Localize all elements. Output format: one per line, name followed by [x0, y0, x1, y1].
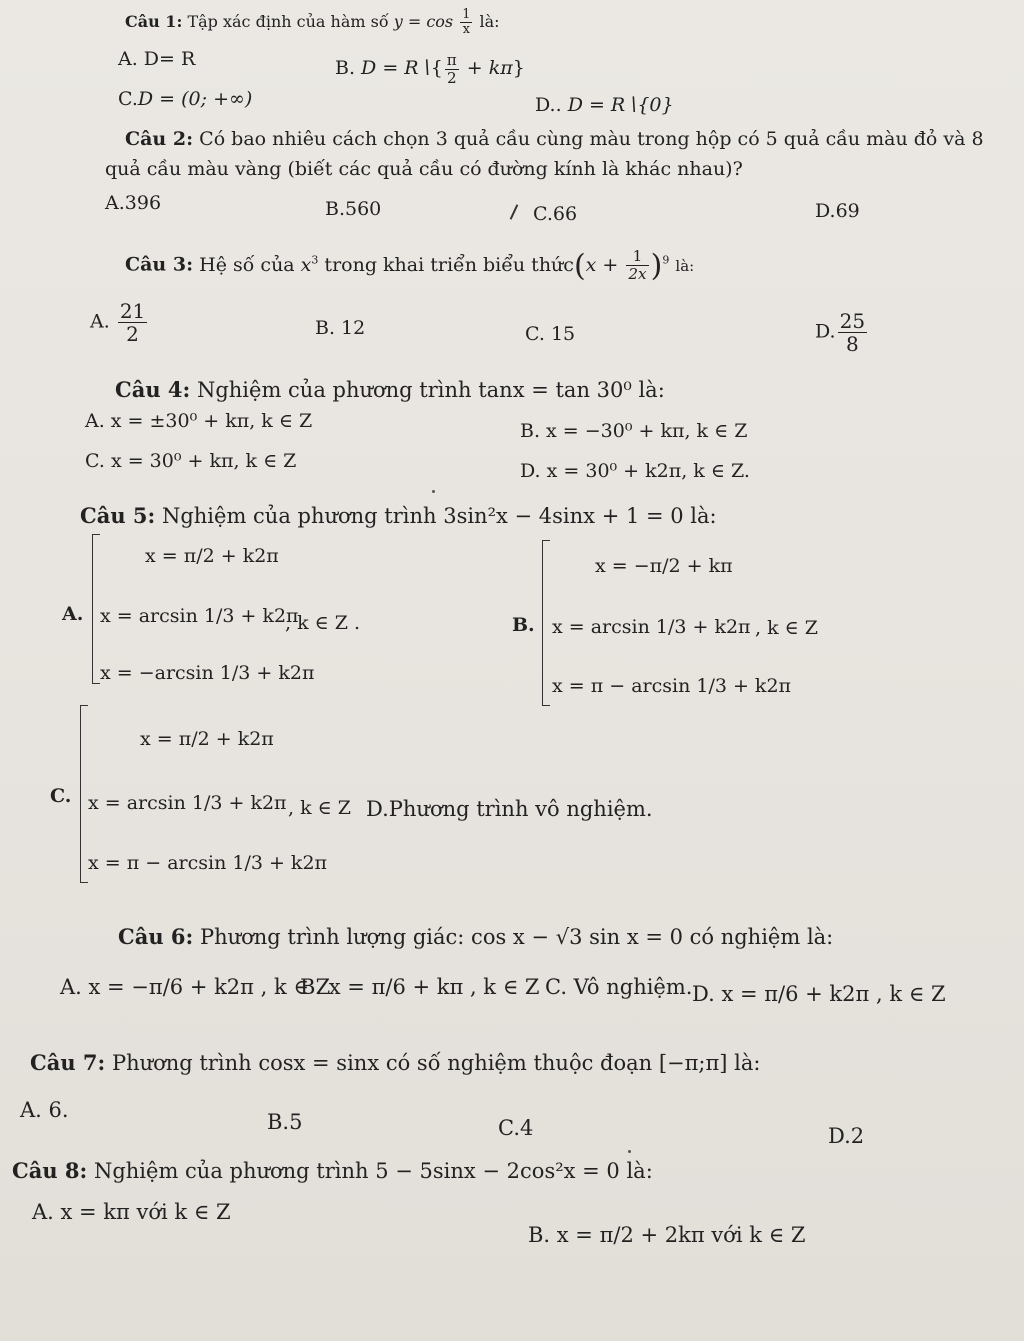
q4-option-a: A. x = ±30⁰ + kπ, k ∈ Z [85, 410, 313, 432]
question-8 [12, 1158, 653, 1183]
question-6-label: Câu 6: [118, 924, 194, 949]
question-7 [30, 1050, 760, 1075]
question-3 [125, 248, 694, 283]
q2-option-d: D.69 [815, 200, 860, 222]
q5-b-domain: , k ∈ Z [755, 617, 818, 639]
q5-c-domain: , k ∈ Z [288, 797, 351, 819]
q1-option-d: D.. D = R∖{0} [535, 94, 674, 116]
question-8-text: Nghiệm của phương trình 5 − 5sinx − 2cos²x = 0 là: [93, 1159, 653, 1183]
question-3-label: Câu 3: [125, 253, 194, 276]
question-4-text: Nghiệm của phương trình tanx = tan 30⁰ là: [196, 378, 665, 402]
question-4 [115, 377, 665, 402]
q2-option-c: C.66 [533, 203, 578, 225]
question-6-text: Phương trình lượng giác: cos x − √3 sin x = 0 có nghiệm là: [199, 925, 834, 949]
ink-speck [628, 1150, 631, 1153]
question-6 [118, 924, 833, 949]
question-2-text: Có bao nhiêu cách chọn 3 quả cầu cùng màu trong hộp có 5 quả cầu màu đỏ và 8 [199, 128, 984, 150]
q7-option-c: C.4 [498, 1116, 534, 1140]
q7-option-a: A. 6. [20, 1098, 69, 1122]
q5-a-line3: x = −arcsin 1/3 + k2π [100, 662, 315, 684]
q5-a-line1: x = π/2 + k2π [145, 545, 279, 567]
q5-option-a-bracket [92, 534, 93, 684]
question-1 [125, 8, 500, 37]
q3-option-c: C. 15 [525, 323, 576, 345]
q5-b-line3: x = π − arcsin 1/3 + k2π [552, 675, 792, 697]
q7-option-b: B.5 [267, 1110, 303, 1134]
q5-option-c-bracket [80, 705, 81, 883]
question-2-label: Câu 2: [125, 128, 194, 150]
question-1-label: Câu 1: [125, 12, 183, 32]
pencil-mark [510, 204, 519, 219]
question-7-text: Phương trình cosx = sinx có số nghiệm thuộc đoạn [−π;π] là: [111, 1051, 761, 1075]
q3-option-b: B. 12 [315, 317, 366, 339]
question-2 [125, 128, 984, 150]
q5-c-line1: x = π/2 + k2π [140, 728, 274, 750]
q2-option-a: A.396 [105, 192, 162, 214]
q5-option-a-letter: A. [62, 603, 84, 625]
question-4-label: Câu 4: [115, 377, 191, 402]
q6-option-b: B. x = π/6 + kπ , k ∈ Z [300, 975, 540, 999]
q6-option-d: D. x = π/6 + k2π , k ∈ Z [692, 982, 946, 1006]
ink-speck [432, 490, 435, 493]
q5-a-line2: x = arcsin 1/3 + k2π [100, 605, 299, 627]
q5-option-b-letter: B. [512, 614, 535, 636]
question-3-text: Hệ số của $x^3$ trong khai triển biểu thức(x + $\frac{1}{2x}$ )$^9$ là: [199, 247, 695, 283]
q1-option-a: A. D= R [118, 48, 196, 70]
question-1-text: Tập xác định của hàm số y = cos $\frac{1}{x}$ là: [187, 7, 500, 38]
q4-option-c: C. x = 30⁰ + kπ, k ∈ Z [85, 450, 297, 472]
q2-option-b: B.560 [325, 198, 382, 220]
q1-option-b: B. D = R∖{ $\frac{\pi}{2}$ + kπ} [335, 51, 525, 87]
question-2-text-cont: quả cầu màu vàng (biết các quả cầu có đường kính là khác nhau)? [105, 158, 743, 180]
q1-option-c: C.D = (0; +∞) [118, 88, 253, 110]
q5-option-c-letter: C. [50, 785, 72, 807]
q5-c-line3: x = π − arcsin 1/3 + k2π [88, 852, 328, 874]
q6-option-a: A. x = −π/6 + k2π , k ∈ Z [60, 975, 331, 999]
q7-option-d: D.2 [828, 1124, 865, 1148]
q8-option-a: A. x = kπ với k ∈ Z [32, 1200, 231, 1224]
question-5-text: Nghiệm của phương trình 3sin²x − 4sinx + 1 = 0 là: [161, 504, 717, 528]
q5-option-b-bracket [542, 540, 543, 706]
q3-option-a: A. $\frac{21}{2}$ [90, 299, 146, 346]
question-7-label: Câu 7: [30, 1050, 106, 1075]
question-5 [80, 503, 717, 528]
question-5-label: Câu 5: [80, 503, 156, 528]
q8-option-b: B. x = π/2 + 2kπ với k ∈ Z [528, 1223, 806, 1247]
q5-a-domain: , k ∈ Z . [285, 612, 361, 634]
q5-b-line2: x = arcsin 1/3 + k2π [552, 616, 751, 638]
question-8-label: Câu 8: [12, 1158, 88, 1183]
q5-option-d: D.Phương trình vô nghiệm. [366, 797, 653, 821]
q4-option-b: B. x = −30⁰ + kπ, k ∈ Z [520, 420, 748, 442]
q3-option-d: D. $\frac{25}{8}$ [815, 309, 866, 356]
q5-c-line2: x = arcsin 1/3 + k2π [88, 792, 287, 814]
q6-option-c: C. Vô nghiệm. [545, 975, 693, 999]
q4-option-d: D. x = 30⁰ + k2π, k ∈ Z. [520, 460, 750, 482]
q5-b-line1: x = −π/2 + kπ [595, 555, 733, 577]
